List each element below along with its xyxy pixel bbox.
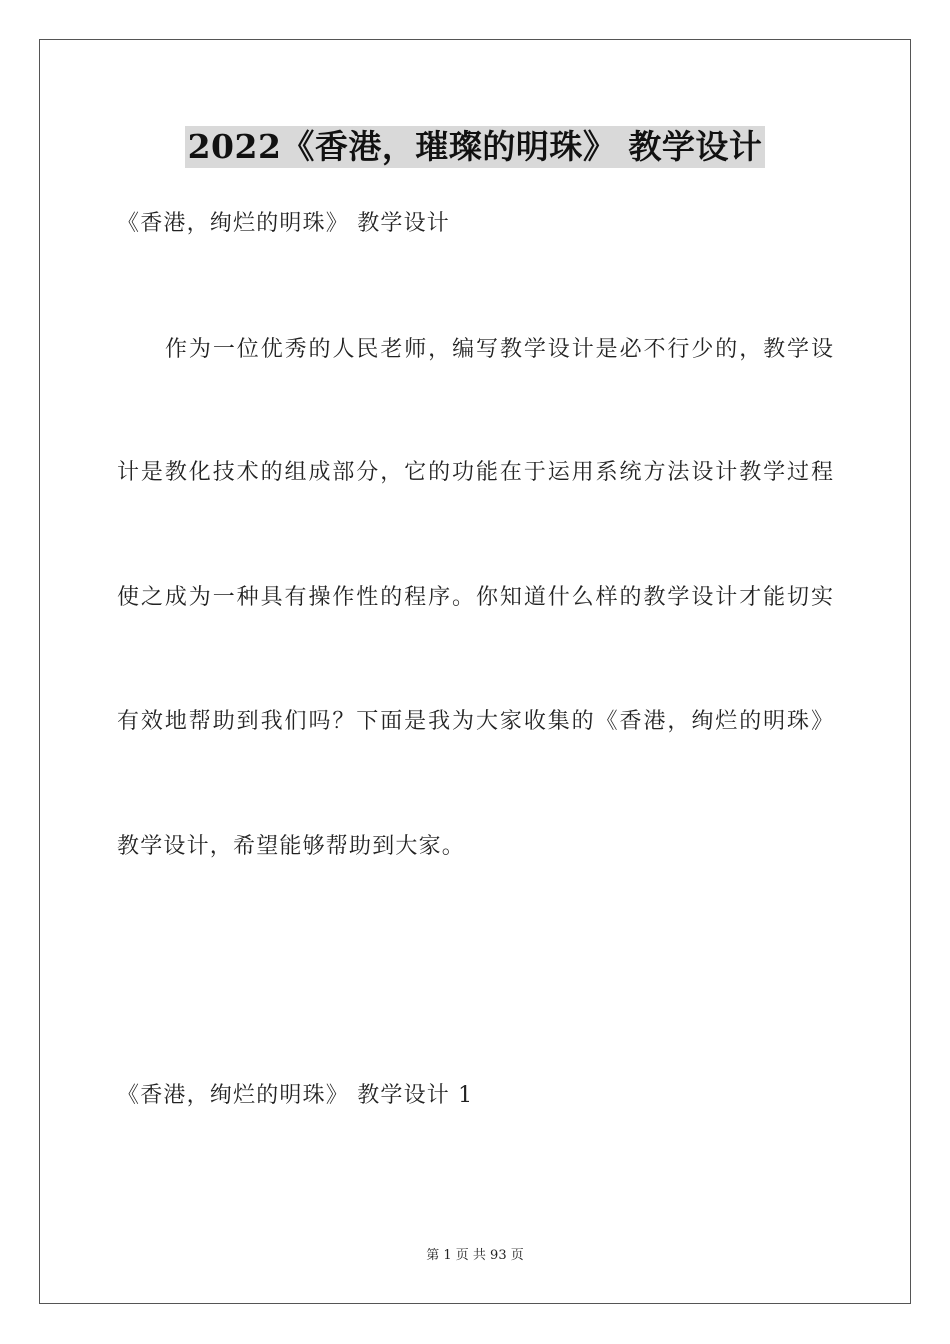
document-subtitle: 《香港，绚烂的明珠》 教学设计 — [117, 211, 450, 236]
paragraph-line-4: 有效地帮助到我们吗？下面是我为大家收集的《香港，绚烂的明珠》 — [117, 709, 833, 734]
page-footer: 第 1 页 共 93 页 — [426, 1248, 524, 1263]
section-heading: 《香港，绚烂的明珠》 教学设计 1 — [117, 1083, 474, 1108]
document-title — [0, 126, 950, 168]
paragraph-line-1: 作为一位优秀的人民老师，编写教学设计是必不行少的，教学设 — [165, 337, 833, 362]
document-title-text: 2022《香港，璀璨的明珠》 教学设计 — [185, 126, 766, 168]
paragraph-line-3: 使之成为一种具有操作性的程序。你知道什么样的教学设计才能切实 — [117, 585, 833, 610]
paragraph-line-2: 计是教化技术的组成部分，它的功能在于运用系统方法设计教学过程 — [117, 460, 833, 485]
paragraph-line-5: 教学设计，希望能够帮助到大家。 — [117, 834, 466, 859]
